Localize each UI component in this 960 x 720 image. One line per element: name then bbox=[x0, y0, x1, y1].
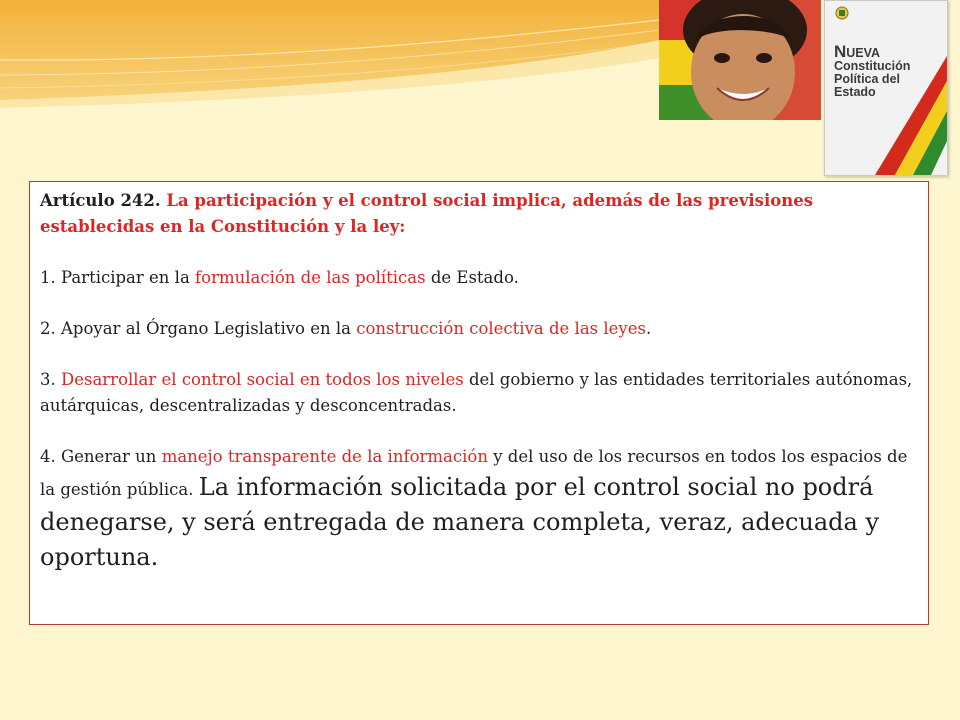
item-4-prefix: 4. Generar un bbox=[40, 447, 157, 466]
article-text-box bbox=[29, 181, 929, 625]
item-1-suffix: de Estado. bbox=[430, 268, 519, 287]
child-photo bbox=[659, 0, 821, 120]
item-2-prefix: 2. Apoyar al Órgano Legislativo en la bbox=[40, 319, 351, 338]
book-title bbox=[834, 42, 914, 99]
article-item-1 bbox=[40, 265, 914, 291]
item-3-prefix: 3. bbox=[40, 370, 56, 389]
book-title-line3: Política del bbox=[834, 72, 900, 86]
article-item-2 bbox=[40, 316, 914, 342]
coat-of-arms-icon bbox=[834, 5, 850, 21]
article-item-3 bbox=[40, 367, 914, 419]
item-4-emphasis: La información solicitada por el control social no podrá denegarse, y será entregada de manera completa, veraz, adecuada y oportuna. bbox=[40, 473, 880, 571]
book-title-line1: UEVA bbox=[846, 46, 881, 60]
book-title-line2: Constitución bbox=[834, 59, 911, 73]
item-3-suffix: del gobierno y las entidades territoriales autónomas, autárquicas, descentralizadas y desconcentradas. bbox=[40, 370, 913, 415]
article-heading-text: La participación y el control social implica, además de las previsiones establecidas en la Constitución y la ley: bbox=[40, 191, 814, 236]
article-intro bbox=[40, 188, 914, 240]
book-title-initial: N bbox=[834, 42, 847, 61]
book-title-line4: Estado bbox=[834, 85, 876, 99]
item-3-highlight: Desarrollar el control social en todos los niveles bbox=[61, 370, 464, 389]
item-4-suffix: y del uso de los recursos en todos los espacios de la gestión pública. bbox=[40, 447, 908, 499]
item-1-highlight: formulación de las políticas bbox=[195, 268, 426, 287]
item-2-suffix: . bbox=[645, 319, 652, 338]
article-heading: Artículo 242. bbox=[40, 191, 161, 210]
item-4-highlight: manejo transparente de la información bbox=[161, 447, 488, 466]
item-1-prefix: 1. Participar en la bbox=[40, 268, 190, 287]
constitution-book-cover bbox=[824, 0, 948, 176]
item-2-highlight: construcción colectiva de las leyes bbox=[356, 319, 646, 338]
article-item-4 bbox=[40, 444, 914, 575]
